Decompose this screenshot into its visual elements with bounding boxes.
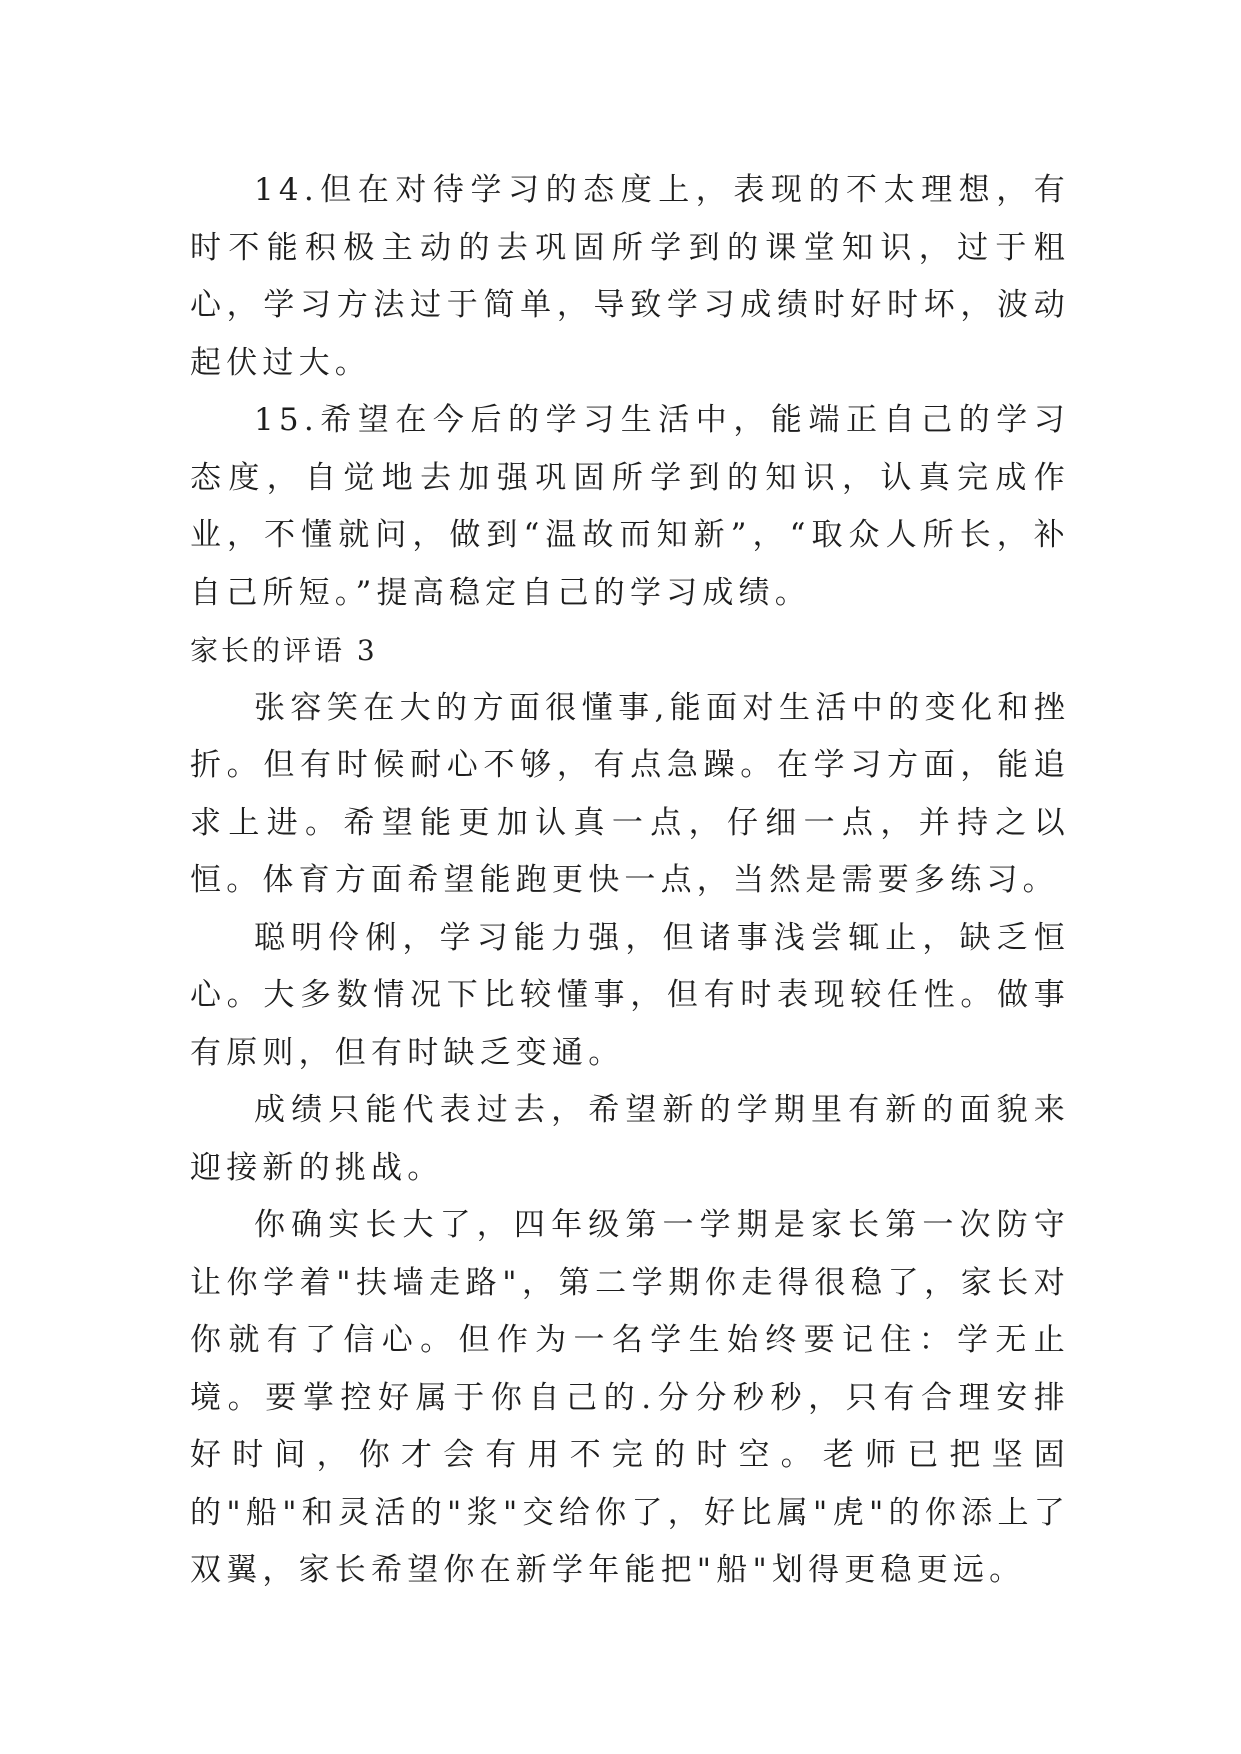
comment-paragraph: 成绩只能代表过去，希望新的学期里有新的面貌来迎接新的挑战。 <box>190 1092 1070 1186</box>
paragraph-14: 14.但在对待学习的态度上，表现的不太理想，有时不能积极主动的去巩固所学到的课堂知识，过于粗心，学习方法过于简单，导致学习成绩时好时坏，波动起伏过大。 <box>190 172 1070 381</box>
section-heading: 家长的评语 3 <box>190 634 378 667</box>
paragraph-15: 15.希望在今后的学习生活中，能端正自己的学习态度，自觉地去加强巩固所学到的知识，认真完成作业，不懂就问，做到“温故而知新”，“取众人所长，补自己所短。”提高稳定自己的学习成绩。 <box>190 402 1070 611</box>
document-body <box>190 162 1070 1600</box>
comment-paragraph: 张容笑在大的方面很懂事,能面对生活中的变化和挫折。但有时候耐心不够，有点急躁。在学习方面，能追求上进。希望能更加认真一点，仔细一点，并持之以恒。体育方面希望能跑更快一点，当然是需要多练习。 <box>190 689 1070 898</box>
comment-paragraph: 你确实长大了，四年级第一学期是家长第一次防守让你学着"扶墙走路"，第二学期你走得很稳了，家长对你就有了信心。但作为一名学生始终要记住：学无止境。要掌控好属于你自己的.分分秒秒，只有合理安排好时间，你才会有用不完的时空。老师已把坚固的"船"和灵活的"浆"交给你了，好比属"虎"的你添上了双翼，家长希望你在新学年能把"船"划得更稳更远。 <box>190 1207 1070 1588</box>
comment-paragraph: 聪明伶俐，学习能力强，但诸事浅尝辄止，缺乏恒心。大多数情况下比较懂事，但有时表现较任性。做事有原则，但有时缺乏变通。 <box>190 919 1070 1071</box>
